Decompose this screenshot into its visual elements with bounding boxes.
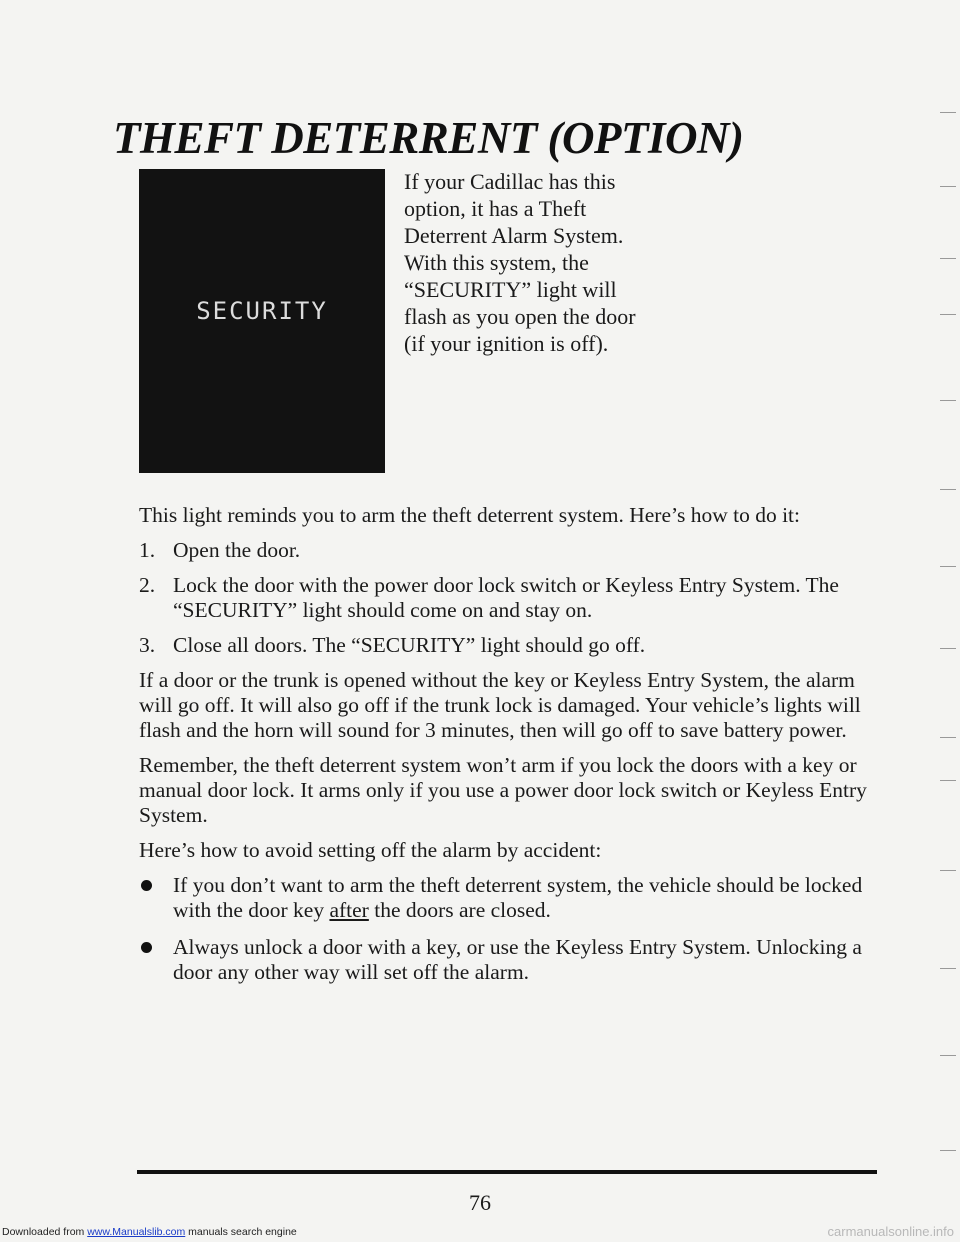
paragraph-arm-reminder: This light reminds you to arm the theft deterrent system. Here’s how to do it:: [139, 503, 800, 527]
tip-text-after: the doors are closed.: [368, 898, 551, 922]
footer-suffix: manuals search engine: [185, 1226, 297, 1238]
tip-text-before: If you don’t want to arm the theft deterrent system, the vehicle should be locked with the door key: [173, 873, 863, 922]
paragraph-alarm-trigger: If a door or the trunk is opened without the key or Keyless Entry System, the alarm will go off. It will also go off if the trunk lock is damaged. Your vehicle’s lights will flash and the horn will sound for 3 minutes, then will go off to save battery power.: [139, 668, 861, 742]
security-light-image: [139, 169, 385, 473]
tips-list: [139, 873, 874, 985]
download-footer: [2, 1226, 297, 1238]
paragraph-arming-conditions: Remember, the theft deterrent system won’t arm if you lock the doors with a key or manual door lock. It arms only if you use a power door lock switch or Keyless Entry System.: [139, 753, 867, 827]
footer-rule: [137, 1170, 877, 1174]
step-number: 1.: [139, 538, 156, 562]
list-item: [139, 935, 874, 985]
scan-edge-marks: [930, 0, 960, 1242]
tip-text: Always unlock a door with a key, or use the Keyless Entry System. Unlocking a door any other way will set off the alarm.: [173, 935, 862, 984]
paragraph-avoid-alarm: Here’s how to avoid setting off the alarm by accident:: [139, 838, 602, 862]
security-display-text: SECURITY: [196, 297, 328, 325]
page-title: THEFT DETERRENT (OPTION): [113, 113, 744, 163]
step-number: 3.: [139, 633, 156, 657]
step-text: Lock the door with the power door lock switch or Keyless Entry System. The “SECURITY” light should come on and stay on.: [173, 573, 839, 622]
step-text: Open the door.: [173, 538, 301, 562]
page-number: 76: [469, 1190, 491, 1215]
step-number: 2.: [139, 573, 156, 597]
arming-steps-list: [139, 538, 874, 658]
intro-paragraph: If your Cadillac has this option, it has a Theft Deterrent Alarm System. With this system, the “SECURITY” light will flash as you open the door (if your ignition is off).: [404, 169, 636, 356]
manualslib-link[interactable]: www.Manualslib.com: [87, 1226, 186, 1238]
list-item: [139, 633, 874, 658]
list-item: [139, 538, 874, 563]
footer-prefix: Downloaded from: [2, 1226, 88, 1238]
bullet-icon: [141, 942, 152, 953]
bullet-icon: [141, 880, 152, 891]
step-text: Close all doors. The “SECURITY” light should go off.: [173, 633, 646, 657]
body-text: [139, 503, 874, 997]
site-watermark: carmanualsonline.info: [827, 1224, 954, 1239]
tip-emphasis-after: after: [329, 898, 369, 922]
list-item: [139, 873, 874, 923]
list-item: [139, 573, 874, 623]
